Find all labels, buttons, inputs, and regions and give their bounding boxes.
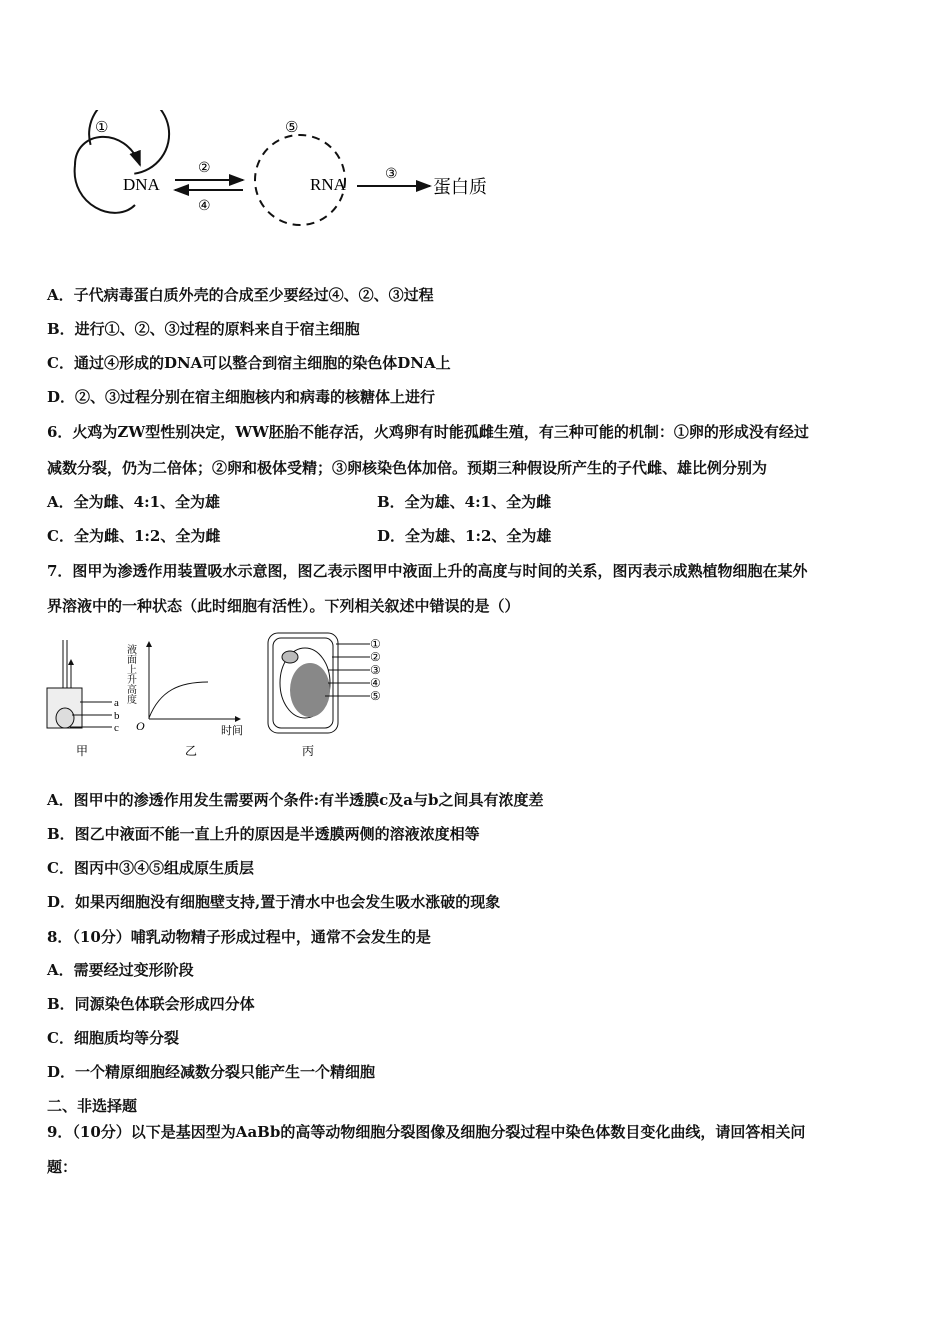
q8-stem: 8．（10分）哺乳动物精子形成过程中，通常不会发生的是 (47, 928, 431, 946)
q9-stem: 9．（10分）以下是基因型为AaBb的高等动物细胞分裂图像及细胞分裂过程中染色体数目变化曲线，请回答相关问 (47, 1123, 806, 1141)
x-axis-label: 时间 (221, 725, 243, 737)
q7-stem-cont: 界溶液中的一种状态（此时细胞有活性）。下列相关叙述中错误的是（） (47, 597, 520, 615)
q9-stem-cont: 题： (47, 1158, 78, 1176)
label-2: ② (198, 161, 211, 176)
label-a: a (114, 697, 119, 709)
label-origin: O (136, 719, 145, 733)
osmosis-figure (40, 630, 400, 760)
q6-stem: 6．火鸡为ZW型性别决定，WW胚胎不能存活，火鸡卵有时能孤雌生殖，有三种可能的机制：①卵的形成没有经过 (47, 423, 809, 441)
label-dna: DNA (123, 175, 160, 194)
q7-option-d: D．如果丙细胞没有细胞壁支持,置于清水中也会发生吸水涨破的现象 (47, 893, 501, 911)
q6-option-c: C．全为雌、1:2、全为雌 (47, 527, 221, 545)
label-protein: 蛋白质 (433, 177, 487, 197)
q5-option-b: B．进行①、②、③过程的原料来自于宿主细胞 (47, 320, 360, 338)
q8-option-d: D．一个精原细胞经减数分裂只能产生一个精细胞 (47, 1063, 376, 1081)
central-dogma-diagram (55, 110, 515, 230)
label-1: ① (95, 120, 109, 136)
label-c5: ⑤ (370, 689, 381, 703)
q7-stem: 7．图甲为渗透作用装置吸水示意图，图乙表示图甲中液面上升的高度与时间的关系，图丙表示成熟植物细胞在某外 (47, 562, 808, 580)
label-rna: RNA (310, 175, 346, 194)
label-5: ⑤ (285, 120, 299, 136)
q6-stem-cont: 减数分裂，仍为二倍体；②卵和极体受精；③卵核染色体加倍。预期三种假设所产生的子代雌、雄比例分别为 (47, 459, 768, 477)
label-3: ③ (385, 167, 398, 182)
label-jia: 甲 (76, 744, 89, 758)
y-axis-label: 液面上升高度 (124, 644, 136, 704)
label-4: ④ (198, 199, 211, 214)
label-bing: 丙 (302, 744, 315, 758)
label-c1: ① (370, 637, 381, 651)
q6-option-b: B．全为雄、4:1、全为雌 (377, 493, 552, 511)
q8-option-a: A．需要经过变形阶段 (47, 961, 194, 979)
label-c3: ③ (370, 663, 381, 677)
label-yi: 乙 (185, 744, 198, 758)
q7-option-a: A．图甲中的渗透作用发生需要两个条件:有半透膜c及a与b之间具有浓度差 (47, 791, 544, 809)
q5-option-d: D．②、③过程分别在宿主细胞核内和病毒的核糖体上进行 (47, 388, 436, 406)
q8-option-b: B．同源染色体联会形成四分体 (47, 995, 255, 1013)
section-heading: 二、非选择题 (47, 1097, 138, 1115)
q8-option-c: C．细胞质均等分裂 (47, 1029, 179, 1047)
label-b: b (114, 710, 120, 722)
q7-option-b: B．图乙中液面不能一直上升的原因是半透膜两侧的溶液浓度相等 (47, 825, 480, 843)
label-c4: ④ (370, 676, 381, 690)
q6-option-a: A．全为雌、4:1、全为雄 (47, 493, 221, 511)
q5-option-a: A．子代病毒蛋白质外壳的合成至少要经过④、②、③过程 (47, 286, 434, 304)
label-c: c (114, 722, 119, 734)
q6-option-d: D．全为雄、1:2、全为雄 (377, 527, 552, 545)
q5-option-c: C．通过④形成的DNA可以整合到宿主细胞的染色体DNA上 (47, 354, 451, 372)
q7-option-c: C．图丙中③④⑤组成原生质层 (47, 859, 254, 877)
label-c2: ② (370, 650, 381, 664)
